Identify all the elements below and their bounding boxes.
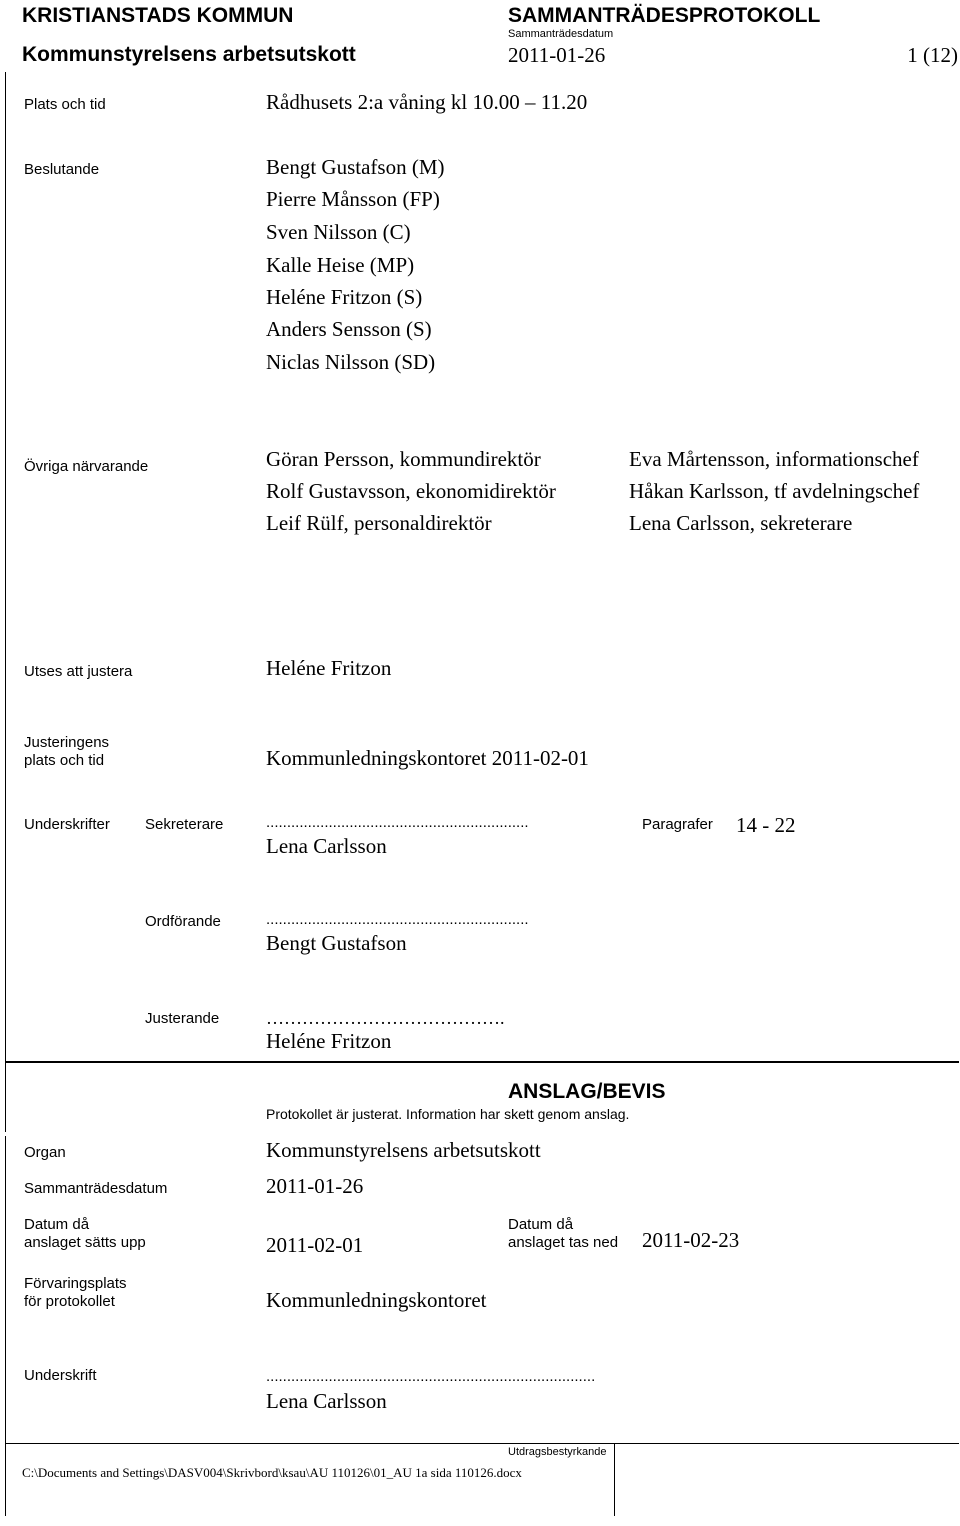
member-name: Bengt Gustafson (M) bbox=[266, 155, 445, 179]
adjusting-label: Justerande bbox=[145, 1010, 220, 1027]
member-name: Anders Sensson (S) bbox=[266, 317, 432, 341]
document-type: SAMMANTRÄDESPROTOKOLL bbox=[508, 4, 821, 27]
others-present-label: Övriga närvarande bbox=[24, 458, 149, 475]
secretary-label: Sekreterare bbox=[145, 816, 224, 833]
excerpt-label: Utdragsbestyrkande bbox=[508, 1446, 607, 1458]
adjust-place-label: Justeringens bbox=[24, 734, 110, 751]
removed-date-label: Datum då bbox=[508, 1216, 574, 1233]
secretary-name: Lena Carlsson bbox=[266, 834, 387, 858]
other-attendee: Lena Carlsson, sekreterare bbox=[629, 511, 853, 535]
file-path: C:\Documents and Settings\DASV004\Skrivbord\ksau\AU 110126\01_AU 1a sida 110126.docx bbox=[22, 1465, 522, 1480]
deciding-label: Beslutande bbox=[24, 161, 100, 178]
adjust-place-value: Kommunledningskontoret 2011-02-01 bbox=[266, 746, 589, 770]
posted-date-label-line2: anslaget sätts upp bbox=[24, 1234, 146, 1251]
member-name: Heléne Fritzon (S) bbox=[266, 285, 423, 309]
removed-date-value: 2011-02-23 bbox=[642, 1228, 740, 1252]
notice-title: ANSLAG/BEVIS bbox=[508, 1080, 666, 1103]
notice-subtitle: Protokollet är justerat. Information har skett genom anslag. bbox=[266, 1106, 630, 1122]
signatures-label: Underskrifter bbox=[24, 816, 110, 833]
adjuster-value: Heléne Fritzon bbox=[266, 656, 392, 680]
meeting-date-value: 2011-01-26 bbox=[266, 1174, 364, 1198]
notice-signature-label: Underskrift bbox=[24, 1367, 97, 1384]
adjust-place-label-line2: plats och tid bbox=[24, 752, 105, 769]
storage-label-line2: för protokollet bbox=[24, 1293, 115, 1310]
header-date: 2011-01-26 bbox=[508, 43, 606, 67]
storage-value: Kommunledningskontoret bbox=[266, 1288, 487, 1312]
member-name: Sven Nilsson (C) bbox=[266, 220, 411, 244]
secretary-signature-line: ............................................................... bbox=[266, 814, 529, 831]
chair-signature-line: ............................................................... bbox=[266, 911, 529, 928]
chair-name: Bengt Gustafson bbox=[266, 931, 407, 955]
committee-name: Kommunstyrelsens arbetsutskott bbox=[22, 43, 356, 66]
posted-date-label: Datum då bbox=[24, 1216, 90, 1233]
member-name: Niclas Nilsson (SD) bbox=[266, 350, 436, 374]
paragraphs-value: 14 - 22 bbox=[736, 813, 796, 837]
adjusting-name: Heléne Fritzon bbox=[266, 1029, 392, 1053]
header-date-caption: Sammanträdesdatum bbox=[508, 28, 614, 40]
posted-date-value: 2011-02-01 bbox=[266, 1233, 364, 1257]
adjusting-signature-line: …………………………………. bbox=[266, 1008, 505, 1028]
meeting-date-label: Sammanträdesdatum bbox=[24, 1180, 168, 1197]
left-border-line bbox=[5, 72, 6, 1132]
section-divider bbox=[5, 1061, 959, 1063]
storage-label: Förvaringsplats bbox=[24, 1275, 127, 1292]
other-attendee: Eva Mårtensson, informationschef bbox=[629, 447, 919, 471]
place-time-value: Rådhusets 2:a våning kl 10.00 – 11.20 bbox=[266, 90, 588, 114]
paragraphs-label: Paragrafer bbox=[642, 816, 713, 833]
municipality-name: KRISTIANSTADS KOMMUN bbox=[22, 4, 294, 27]
adjuster-label: Utses att justera bbox=[24, 663, 133, 680]
removed-date-label-line2: anslaget tas ned bbox=[508, 1234, 619, 1251]
member-name: Pierre Månsson (FP) bbox=[266, 187, 440, 211]
other-attendee: Leif Rülf, personaldirektör bbox=[266, 511, 492, 535]
left-border-line-lower bbox=[5, 1136, 6, 1516]
place-time-label: Plats och tid bbox=[24, 96, 106, 113]
other-attendee: Rolf Gustavsson, ekonomidirektör bbox=[266, 479, 556, 503]
chair-label: Ordförande bbox=[145, 913, 221, 930]
member-name: Kalle Heise (MP) bbox=[266, 253, 415, 277]
other-attendee: Göran Persson, kommundirektör bbox=[266, 447, 541, 471]
footer-divider bbox=[5, 1443, 959, 1444]
notice-signature-line: ............................................................................... bbox=[266, 1368, 596, 1385]
other-attendee: Håkan Karlsson, tf avdelningschef bbox=[629, 479, 920, 503]
page-number: 1 (12) bbox=[907, 43, 958, 67]
notice-signature-name: Lena Carlsson bbox=[266, 1389, 387, 1413]
organ-value: Kommunstyrelsens arbetsutskott bbox=[266, 1138, 541, 1162]
footer-vertical-divider bbox=[614, 1444, 615, 1516]
organ-label: Organ bbox=[24, 1144, 66, 1161]
